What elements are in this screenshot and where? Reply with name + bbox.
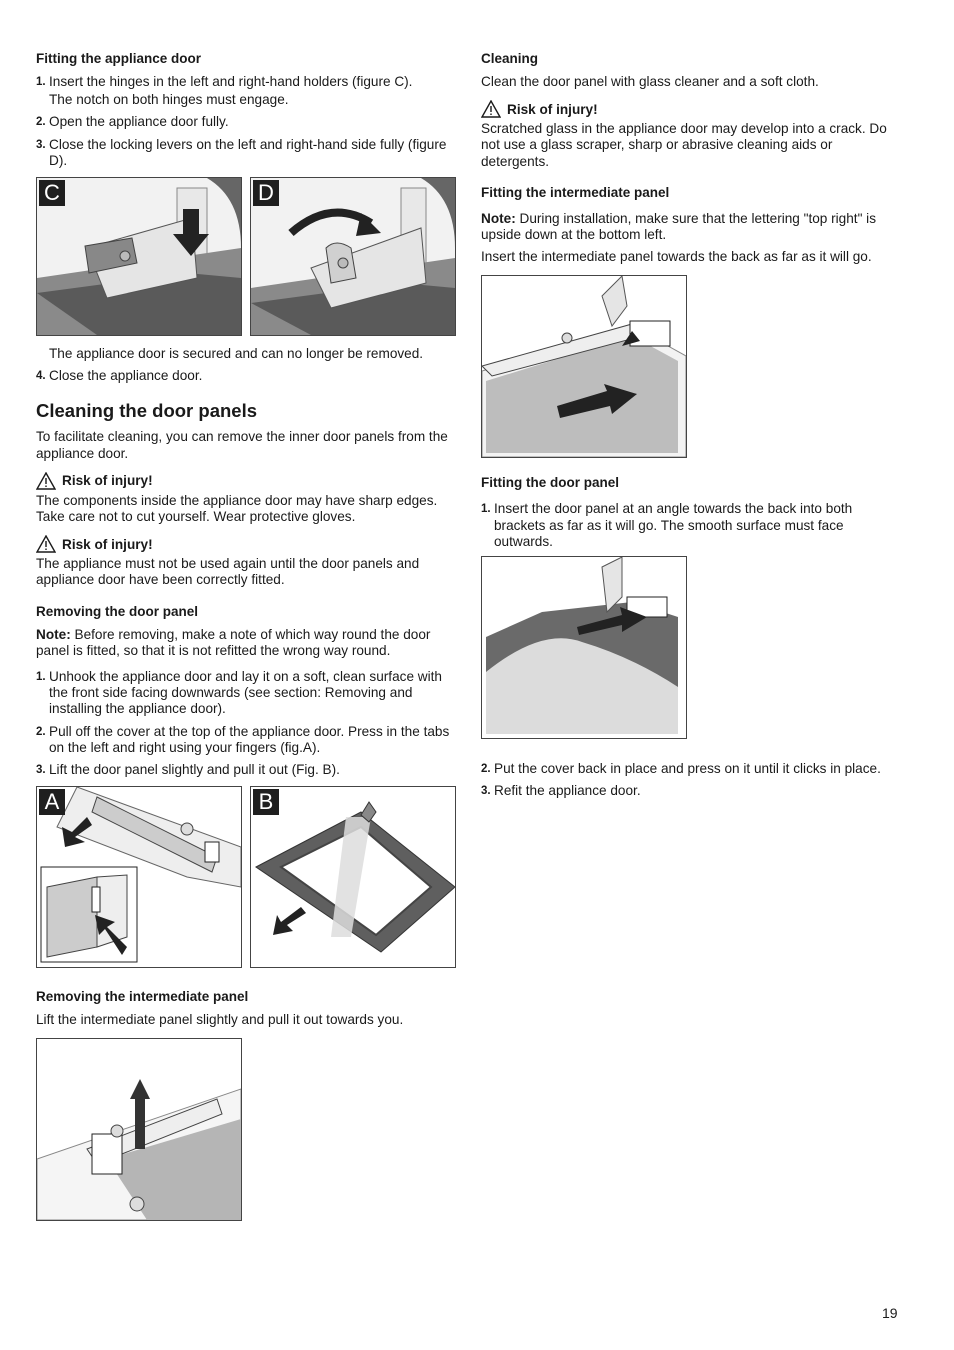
- warning-heading: [36, 472, 456, 490]
- note-text: During installation, make sure that the lettering "top right" is upside down at the bottom left.: [481, 210, 876, 243]
- step-number: 2.: [481, 763, 491, 776]
- step-number: 4.: [36, 370, 46, 383]
- fitting-door-steps: [36, 74, 456, 90]
- intermediate-panel-lift-illustration: [37, 1039, 241, 1220]
- figure-label: D: [253, 180, 279, 206]
- step-number: 2.: [36, 725, 46, 738]
- list-item: [36, 137, 456, 169]
- section-heading: Removing the intermediate panel: [36, 989, 249, 1005]
- list-item: [36, 762, 456, 778]
- body-text: Lift the intermediate panel slightly and pull it out towards you.: [36, 1012, 404, 1028]
- locking-lever-illustration: [251, 178, 455, 335]
- figure-c: [36, 177, 242, 336]
- section-heading: Cleaning: [481, 51, 539, 66]
- figure-d: [250, 177, 456, 336]
- step-number: 3.: [36, 764, 46, 777]
- list-item: [481, 783, 901, 799]
- step-number: 2.: [36, 116, 46, 129]
- list-item: [36, 74, 456, 90]
- list-item: [481, 501, 901, 550]
- cover-removal-illustration: [37, 787, 241, 967]
- step-text: Open the appliance door fully.: [49, 114, 229, 130]
- warning-text: The appliance must not be used again until the door panels and appliance door have been correctly fitted.: [36, 556, 420, 588]
- figure-a: [36, 786, 242, 968]
- figure-label: C: [39, 180, 65, 206]
- figure-label: A: [39, 789, 65, 815]
- fitting-door-panel-steps: [481, 501, 901, 550]
- panel-lift-illustration: [251, 787, 455, 967]
- figure-door-panel-fitting: [481, 556, 687, 739]
- step-text: Refit the appliance door.: [494, 783, 641, 799]
- step-text: Put the cover back in place and press on it until it clicks in place.: [494, 761, 881, 777]
- step-text: Lift the door panel slightly and pull it out (Fig. B).: [49, 762, 340, 778]
- left-column: [36, 50, 456, 1221]
- warning-heading: [36, 535, 456, 553]
- note-paragraph: [481, 211, 901, 243]
- warning-triangle-icon: [36, 535, 56, 553]
- list-item: [481, 761, 901, 777]
- list-item: [36, 368, 456, 384]
- removing-panel-steps: [36, 669, 456, 778]
- note-label: Note:: [36, 626, 71, 642]
- step-number: 1.: [481, 503, 491, 516]
- warning-text: The components inside the appliance door may have sharp edges. Take care not to cut yourself. Wear protective gloves.: [36, 492, 438, 525]
- section-heading: Fitting the appliance door: [36, 51, 201, 66]
- door-panel-insert-illustration: [482, 557, 686, 738]
- warning-triangle-icon: [36, 472, 56, 490]
- figure-label: B: [253, 789, 279, 815]
- warning-text: Scratched glass in the appliance door may develop into a crack. Do not use a glass scraper, sharp or abrasive cleaning aids or detergents.: [481, 121, 887, 169]
- warning-triangle-icon: [481, 100, 501, 118]
- figure-intermediate-fitting: [481, 275, 687, 458]
- figure-row-cd: [36, 177, 456, 336]
- fitting-door-panel-steps-cont: [481, 761, 901, 799]
- step-text: Pull off the cover at the top of the appliance door. Press in the tabs on the left and right using your fingers (fig.A).: [49, 723, 450, 755]
- list-item: [36, 114, 456, 130]
- hinge-insert-illustration: [37, 178, 241, 335]
- secured-text: The appliance door is secured and can no longer be removed.: [49, 346, 424, 362]
- step-text: Close the appliance door.: [49, 368, 203, 384]
- intermediate-panel-insert-illustration: [482, 276, 686, 457]
- body-text: Insert the intermediate panel towards the back as far as it will go.: [481, 249, 872, 265]
- list-item: [36, 724, 456, 756]
- step-text: Unhook the appliance door and lay it on a soft, clean surface with the front side facing downwards (see section: Removing and installing the appliance door).: [49, 669, 442, 717]
- note-paragraph: [36, 627, 456, 659]
- figure-intermediate-removal: [36, 1038, 242, 1221]
- note-label: Note:: [481, 210, 516, 226]
- section-heading: Fitting the intermediate panel: [481, 184, 670, 200]
- intro-text: To facilitate cleaning, you can remove the inner door panels from the appliance door.: [36, 429, 448, 461]
- warning-title: Risk of injury!: [62, 473, 153, 489]
- warning-title: Risk of injury!: [507, 101, 598, 117]
- warning-title: Risk of injury!: [62, 536, 153, 552]
- figure-b: [250, 786, 456, 968]
- section-heading: Removing the door panel: [36, 603, 199, 619]
- step-number: 1.: [36, 76, 46, 88]
- figure-row-ab: [36, 786, 456, 968]
- list-item: [36, 669, 456, 718]
- warning-heading: [481, 100, 901, 118]
- page-number: 19: [882, 1305, 898, 1321]
- note-text: Before removing, make a note of which way round the door panel is fitted, so that it is not refitted the wrong way round.: [36, 626, 431, 658]
- body-text: Clean the door panel with glass cleaner and a soft cloth.: [481, 74, 819, 89]
- step-number: 1.: [36, 671, 46, 684]
- section-heading: Fitting the door panel: [481, 475, 619, 491]
- step-subtext: The notch on both hinges must engage.: [49, 92, 289, 108]
- fitting-door-final-step: [36, 368, 456, 384]
- step-number: 3.: [36, 138, 46, 151]
- fitting-door-steps-cont: [36, 114, 456, 169]
- step-text: Insert the door panel at an angle towards the back into both brackets as far as it will go. The smooth surface must face outwards.: [494, 501, 853, 549]
- section-title: Cleaning the door panels: [36, 400, 257, 422]
- step-text: Insert the hinges in the left and right-hand holders (figure C).: [49, 74, 413, 89]
- step-number: 3.: [481, 785, 491, 798]
- step-text: Close the locking levers on the left and right-hand side fully (figure D).: [49, 136, 447, 168]
- right-column: [481, 50, 901, 805]
